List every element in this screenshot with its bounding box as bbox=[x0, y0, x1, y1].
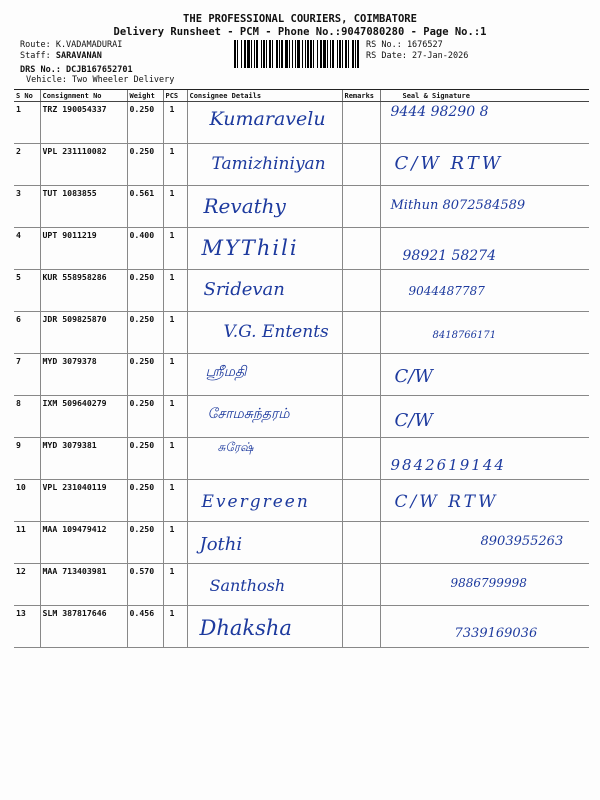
barcode-bar bbox=[317, 40, 318, 68]
barcode-bar bbox=[310, 40, 312, 68]
barcode-bar bbox=[263, 40, 265, 68]
barcode-bar bbox=[345, 40, 347, 68]
consignee-cell bbox=[187, 522, 342, 564]
signature-handwriting: 9444 98290 8 bbox=[390, 104, 489, 120]
signature-handwriting: C/W bbox=[394, 366, 433, 387]
barcode-bar bbox=[297, 40, 300, 68]
rs-date: RS Date: 27-Jan-2026 bbox=[366, 51, 469, 61]
signature-handwriting: Mithun 8072584589 bbox=[390, 198, 526, 213]
barcode-bar bbox=[269, 40, 271, 68]
barcode-bar bbox=[357, 40, 359, 68]
remarks-cell bbox=[342, 354, 380, 396]
barcode-bar bbox=[337, 40, 338, 68]
weight-cell: 0.250 bbox=[127, 270, 163, 312]
staff-label: Staff: bbox=[20, 51, 51, 61]
consignment-cell: IXM 509640279 bbox=[40, 396, 127, 438]
signature-handwriting: 9842619144 bbox=[390, 456, 506, 474]
signature-cell bbox=[380, 270, 589, 312]
col-consignee: Consignee Details bbox=[187, 90, 342, 102]
consignee-handwriting: ஸ்ரீமதி bbox=[205, 364, 247, 380]
consignee-handwriting: Jothi bbox=[199, 534, 243, 555]
consignee-handwriting: V.G. Entents bbox=[223, 322, 329, 342]
consignee-cell bbox=[187, 438, 342, 480]
remarks-cell bbox=[342, 186, 380, 228]
signature-cell bbox=[380, 228, 589, 270]
sno-cell: 3 bbox=[14, 186, 40, 228]
remarks-cell bbox=[342, 480, 380, 522]
barcode-bar bbox=[320, 40, 322, 68]
sno-cell: 7 bbox=[14, 354, 40, 396]
weight-cell: 0.250 bbox=[127, 438, 163, 480]
signature-cell bbox=[380, 312, 589, 354]
weight-cell: 0.456 bbox=[127, 606, 163, 648]
barcode-bar bbox=[244, 40, 246, 68]
consignment-cell: MAA 713403981 bbox=[40, 564, 127, 606]
remarks-cell bbox=[342, 606, 380, 648]
consignment-cell: UPT 9011219 bbox=[40, 228, 127, 270]
company-title: THE PROFESSIONAL COURIERS, COIMBATORE bbox=[183, 13, 417, 25]
barcode bbox=[234, 40, 360, 68]
sno-cell: 2 bbox=[14, 144, 40, 186]
pcs-cell: 1 bbox=[163, 480, 187, 522]
pcs-cell: 1 bbox=[163, 522, 187, 564]
consignee-cell bbox=[187, 270, 342, 312]
pcs-cell: 1 bbox=[163, 186, 187, 228]
sno-cell: 9 bbox=[14, 438, 40, 480]
table-header-row bbox=[14, 90, 589, 102]
sno-cell: 1 bbox=[14, 102, 40, 144]
table-row bbox=[14, 480, 589, 522]
staff-name: SARAVANAN bbox=[55, 51, 102, 61]
consignment-cell: VPL 231040119 bbox=[40, 480, 127, 522]
barcode-bar bbox=[313, 40, 314, 68]
consignment-cell: JDR 509825870 bbox=[40, 312, 127, 354]
signature-handwriting: 7339169036 bbox=[454, 626, 538, 641]
barcode-bar bbox=[281, 40, 283, 68]
signature-cell bbox=[380, 606, 589, 648]
weight-cell: 0.250 bbox=[127, 522, 163, 564]
table-row bbox=[14, 228, 589, 270]
consignee-handwriting: Revathy bbox=[203, 194, 286, 218]
consignee-cell bbox=[187, 480, 342, 522]
barcode-bar bbox=[323, 40, 326, 68]
consignee-cell bbox=[187, 228, 342, 270]
consignee-cell bbox=[187, 186, 342, 228]
signature-cell bbox=[380, 186, 589, 228]
pcs-cell: 1 bbox=[163, 396, 187, 438]
consignee-cell bbox=[187, 396, 342, 438]
table-row bbox=[14, 522, 589, 564]
signature-cell bbox=[380, 522, 589, 564]
weight-cell: 0.250 bbox=[127, 480, 163, 522]
signature-handwriting: 8418766171 bbox=[432, 330, 497, 341]
sno-cell: 6 bbox=[14, 312, 40, 354]
signature-cell bbox=[380, 564, 589, 606]
consignee-handwriting: Kumaravelu bbox=[209, 108, 326, 130]
barcode-bar bbox=[289, 40, 290, 68]
consignment-cell: SLM 387817646 bbox=[40, 606, 127, 648]
barcode-bar bbox=[279, 40, 280, 68]
remarks-cell bbox=[342, 312, 380, 354]
pcs-cell: 1 bbox=[163, 564, 187, 606]
barcode-bar bbox=[261, 40, 262, 68]
signature-cell bbox=[380, 480, 589, 522]
barcode-bar bbox=[342, 40, 343, 68]
barcode-bar bbox=[339, 40, 341, 68]
weight-cell: 0.250 bbox=[127, 102, 163, 144]
table-row bbox=[14, 564, 589, 606]
barcode-bar bbox=[272, 40, 273, 68]
table-row bbox=[14, 270, 589, 312]
signature-handwriting: 9886799998 bbox=[450, 576, 527, 590]
barcode-bar bbox=[241, 40, 242, 68]
consignee-cell bbox=[187, 312, 342, 354]
col-pcs: PCS bbox=[163, 90, 187, 102]
remarks-cell bbox=[342, 228, 380, 270]
consignee-cell bbox=[187, 606, 342, 648]
signature-cell bbox=[380, 438, 589, 480]
sno-cell: 13 bbox=[14, 606, 40, 648]
remarks-cell bbox=[342, 438, 380, 480]
sno-cell: 12 bbox=[14, 564, 40, 606]
pcs-cell: 1 bbox=[163, 228, 187, 270]
consignment-cell: TRZ 190054337 bbox=[40, 102, 127, 144]
signature-cell bbox=[380, 396, 589, 438]
barcode-bar bbox=[327, 40, 328, 68]
table-row bbox=[14, 186, 589, 228]
consignee-handwriting: Tamizhiniyan bbox=[211, 154, 326, 174]
consignment-cell: MYD 3079378 bbox=[40, 354, 127, 396]
barcode-bar bbox=[285, 40, 288, 68]
barcode-bar bbox=[292, 40, 293, 68]
remarks-cell bbox=[342, 396, 380, 438]
barcode-bar bbox=[330, 40, 331, 68]
remarks-cell bbox=[342, 522, 380, 564]
weight-cell: 0.400 bbox=[127, 228, 163, 270]
barcode-bar bbox=[348, 40, 349, 68]
barcode-bar bbox=[247, 40, 250, 68]
consignee-cell bbox=[187, 354, 342, 396]
signature-cell bbox=[380, 354, 589, 396]
weight-cell: 0.250 bbox=[127, 312, 163, 354]
barcode-bar bbox=[302, 40, 303, 68]
pcs-cell: 1 bbox=[163, 606, 187, 648]
weight-cell: 0.570 bbox=[127, 564, 163, 606]
weight-cell: 0.250 bbox=[127, 144, 163, 186]
sno-cell: 11 bbox=[14, 522, 40, 564]
barcode-bar bbox=[332, 40, 334, 68]
table-row bbox=[14, 438, 589, 480]
drs-number: DRS No.: DCJB167652701 bbox=[20, 65, 133, 75]
consignee-handwriting: சோமசுந்தரம் bbox=[207, 406, 290, 422]
remarks-cell bbox=[342, 144, 380, 186]
signature-cell bbox=[380, 144, 589, 186]
barcode-bar bbox=[266, 40, 267, 68]
runsheet-table bbox=[14, 89, 589, 648]
barcode-bar bbox=[307, 40, 309, 68]
consignee-cell bbox=[187, 102, 342, 144]
consignment-cell: MYD 3079381 bbox=[40, 438, 127, 480]
barcode-bar bbox=[251, 40, 252, 68]
table-row bbox=[14, 354, 589, 396]
signature-handwriting: 8903955263 bbox=[480, 534, 564, 549]
table-row bbox=[14, 102, 589, 144]
table-row bbox=[14, 312, 589, 354]
pcs-cell: 1 bbox=[163, 312, 187, 354]
barcode-bar bbox=[305, 40, 306, 68]
signature-cell bbox=[380, 102, 589, 144]
remarks-cell bbox=[342, 102, 380, 144]
runsheet-subtitle: Delivery Runsheet - PCM - Phone No.:9047080280 - Page No.:1 bbox=[113, 26, 487, 38]
staff-row bbox=[20, 51, 102, 61]
table-row bbox=[14, 396, 589, 438]
consignee-handwriting: Santhosh bbox=[209, 576, 286, 595]
signature-handwriting: 98921 58274 bbox=[402, 248, 497, 264]
sno-cell: 10 bbox=[14, 480, 40, 522]
consignee-handwriting: Dhaksha bbox=[199, 616, 292, 640]
consignee-handwriting: Sridevan bbox=[203, 279, 285, 300]
pcs-cell: 1 bbox=[163, 438, 187, 480]
pcs-cell: 1 bbox=[163, 102, 187, 144]
consignee-handwriting: Evergreen bbox=[201, 492, 310, 512]
consignment-cell: KUR 558958286 bbox=[40, 270, 127, 312]
weight-cell: 0.250 bbox=[127, 396, 163, 438]
barcode-bar bbox=[276, 40, 278, 68]
col-weight: Weight bbox=[127, 90, 163, 102]
sno-cell: 5 bbox=[14, 270, 40, 312]
sno-cell: 4 bbox=[14, 228, 40, 270]
route-label: Route: K.VADAMADURAI bbox=[20, 40, 123, 50]
rs-number: RS No.: 1676527 bbox=[366, 40, 443, 50]
barcode-bar bbox=[295, 40, 296, 68]
col-consignment: Consignment No bbox=[40, 90, 127, 102]
consignment-cell: TUT 1083855 bbox=[40, 186, 127, 228]
remarks-cell bbox=[342, 270, 380, 312]
col-sno: S No bbox=[14, 90, 40, 102]
signature-handwriting: 9044487787 bbox=[408, 284, 485, 298]
signature-handwriting: C/W RTW bbox=[394, 153, 504, 174]
barcode-bar bbox=[352, 40, 354, 68]
consignee-cell bbox=[187, 144, 342, 186]
col-remarks: Remarks bbox=[342, 90, 380, 102]
barcode-bar bbox=[355, 40, 356, 68]
signature-handwriting: C/W RTW bbox=[394, 492, 499, 512]
weight-cell: 0.250 bbox=[127, 354, 163, 396]
weight-cell: 0.561 bbox=[127, 186, 163, 228]
consignee-cell bbox=[187, 564, 342, 606]
table-row bbox=[14, 144, 589, 186]
sno-cell: 8 bbox=[14, 396, 40, 438]
remarks-cell bbox=[342, 564, 380, 606]
col-signature: Seal & Signature bbox=[380, 90, 589, 102]
table-row bbox=[14, 606, 589, 648]
barcode-bar bbox=[237, 40, 238, 68]
vehicle-info: Vehicle: Two Wheeler Delivery bbox=[26, 75, 175, 85]
pcs-cell: 1 bbox=[163, 144, 187, 186]
pcs-cell: 1 bbox=[163, 270, 187, 312]
consignment-cell: MAA 109479412 bbox=[40, 522, 127, 564]
barcode-bar bbox=[254, 40, 255, 68]
pcs-cell: 1 bbox=[163, 354, 187, 396]
consignee-handwriting: MYThili bbox=[201, 236, 299, 260]
barcode-bar bbox=[234, 40, 236, 68]
barcode-bar bbox=[256, 40, 258, 68]
consignment-cell: VPL 231110082 bbox=[40, 144, 127, 186]
signature-handwriting: C/W bbox=[394, 410, 433, 431]
consignee-handwriting: சுரேஷ் bbox=[217, 440, 254, 454]
